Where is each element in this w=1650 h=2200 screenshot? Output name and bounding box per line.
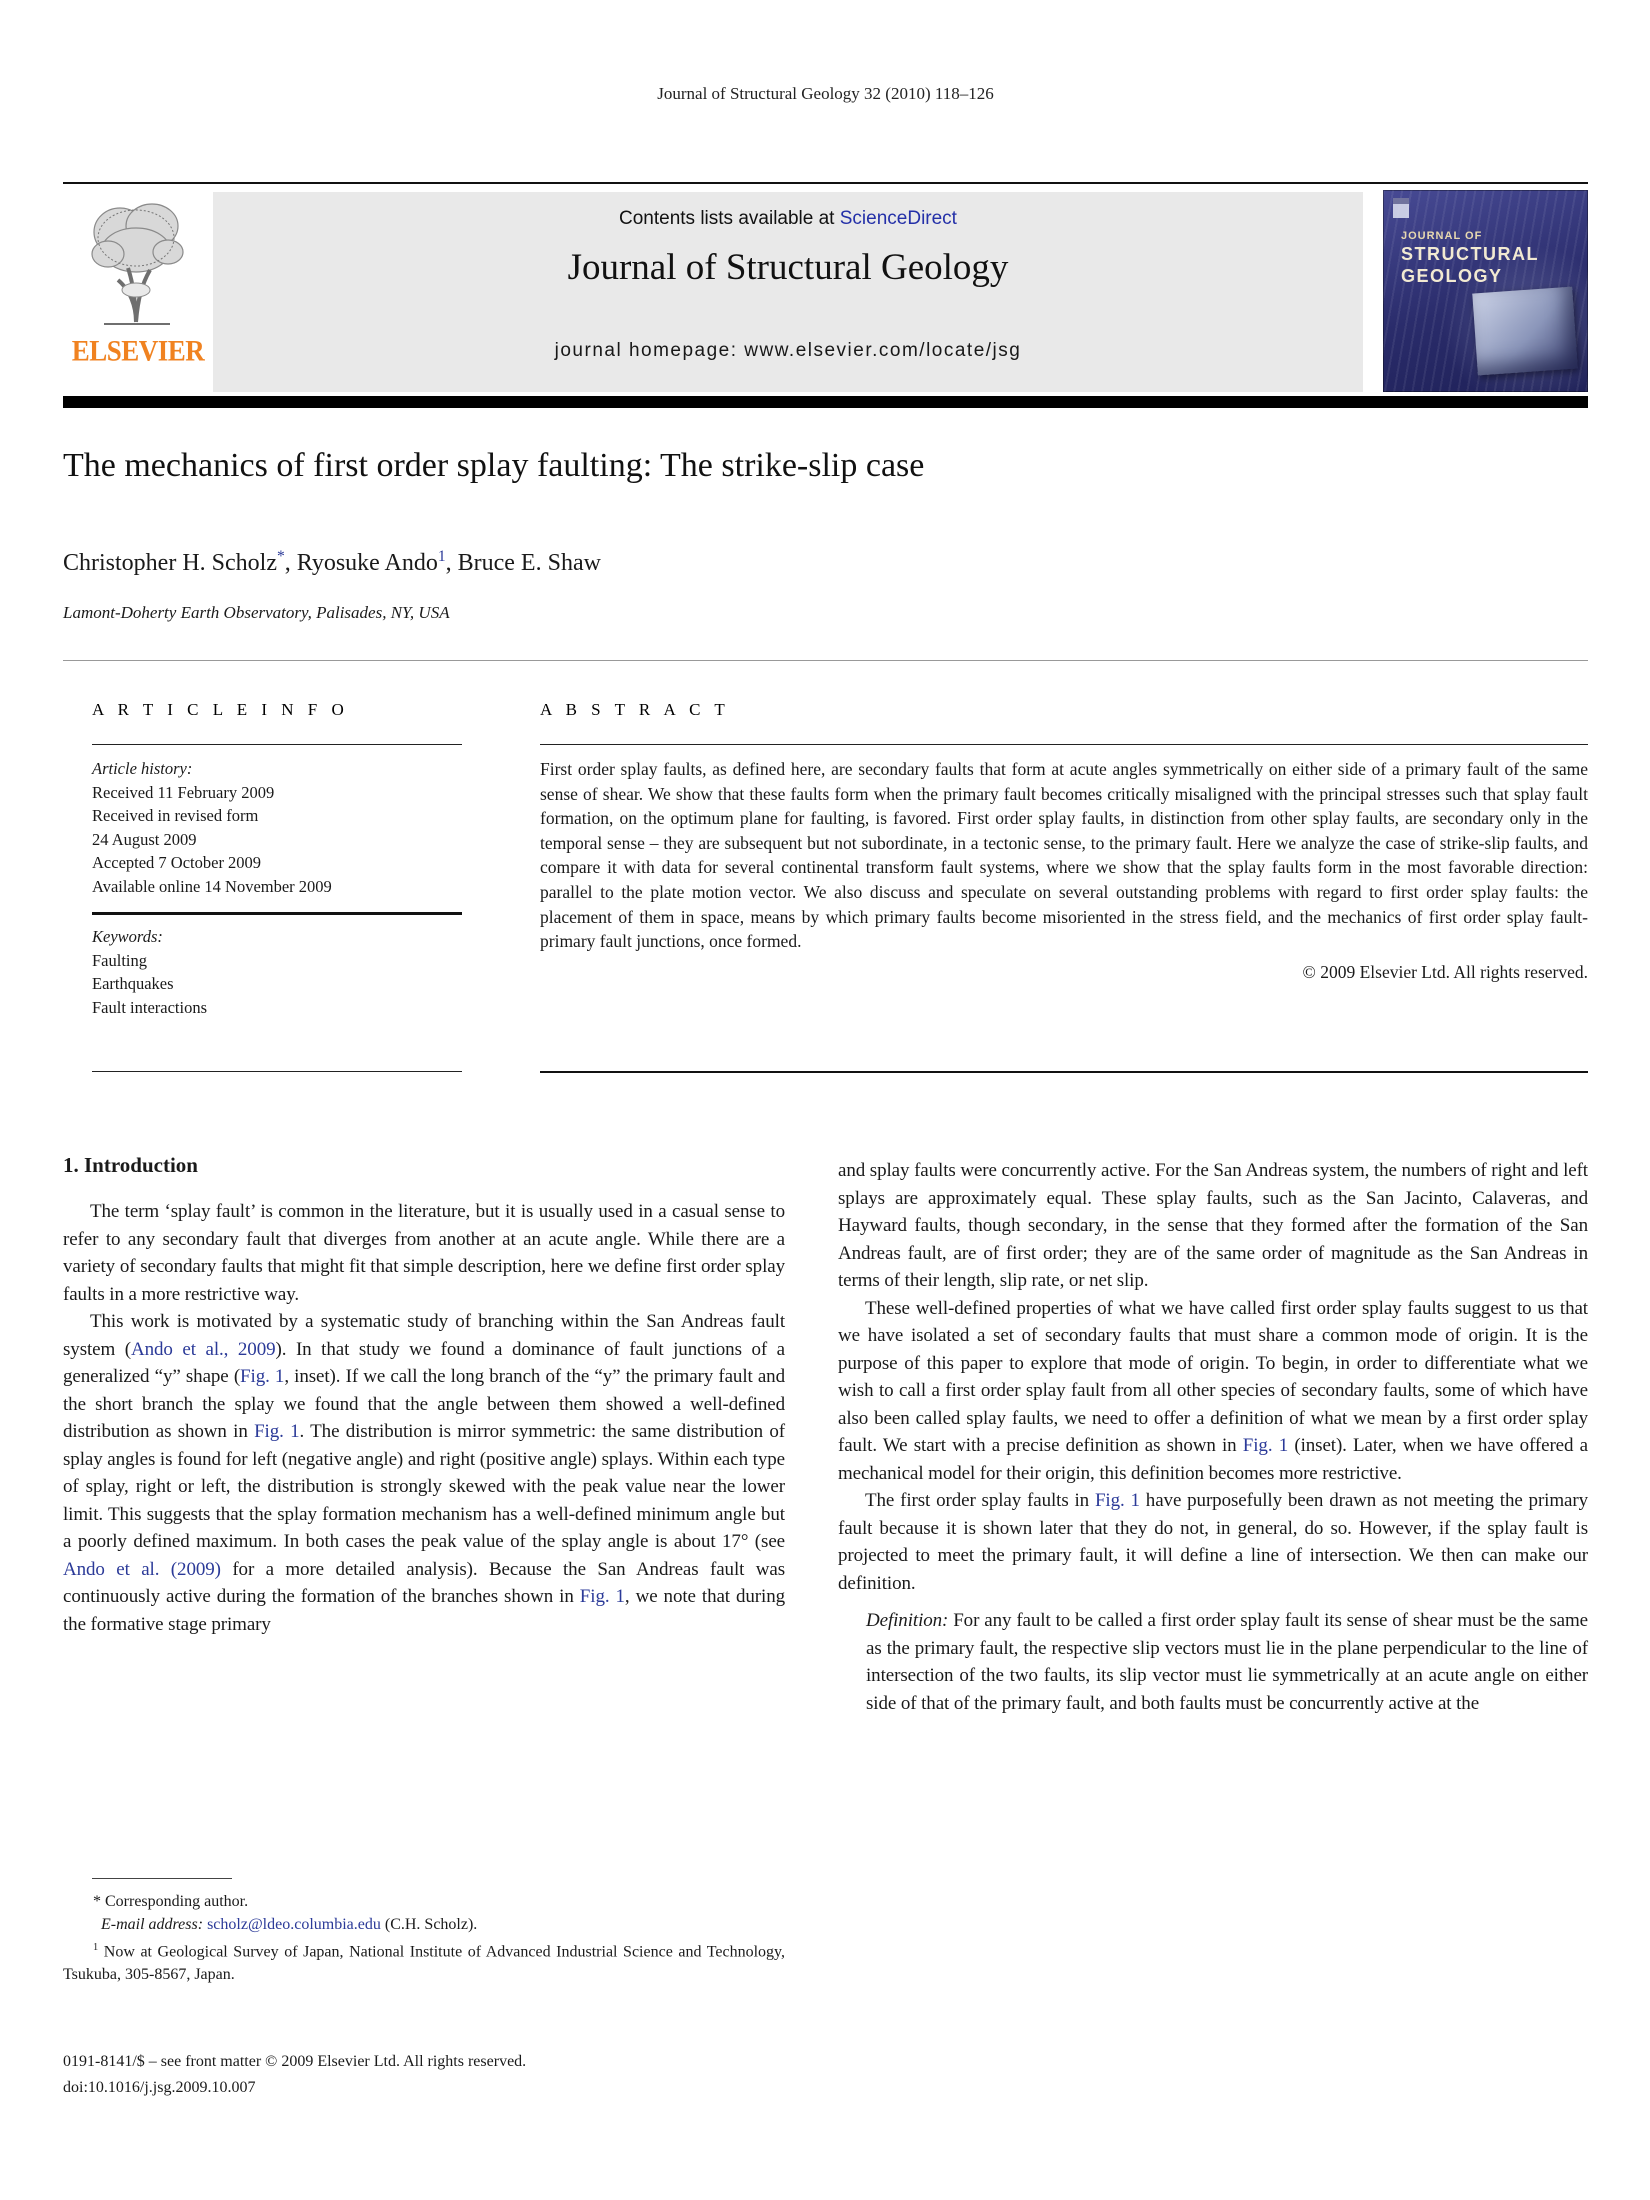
- text-segment: Bruce E. Shaw: [457, 550, 601, 576]
- body-column-right: [838, 1157, 1588, 1717]
- header-divider-bar: [63, 396, 1588, 408]
- history-entry: Available online 14 November 2009: [92, 876, 332, 896]
- paragraph: [838, 1157, 1588, 1295]
- author-line: [63, 548, 1463, 577]
- email-link[interactable]: scholz@ldeo.columbia.edu: [207, 1916, 381, 1933]
- running-head: Journal of Structural Geology 32 (2010) 118–126: [657, 84, 994, 103]
- figure-link[interactable]: Fig. 1: [1094, 1490, 1140, 1511]
- elsevier-wordmark: ELSEVIER: [71, 334, 205, 368]
- issn-copyright-line: 0191-8141/$ – see front matter © 2009 Elsevier Ltd. All rights reserved.: [63, 2053, 527, 2070]
- cover-title-line1: JOURNAL OF: [1401, 230, 1483, 242]
- cover-logo: [1393, 198, 1409, 218]
- affiliation: Lamont-Doherty Earth Observatory, Palisades, NY, USA: [63, 603, 450, 622]
- history-label: Article history:: [92, 759, 193, 778]
- journal-cover-thumbnail[interactable]: [1383, 190, 1588, 392]
- section-heading-introduction: 1. Introduction: [63, 1153, 198, 1177]
- text-segment: . The distribution is mirror symmetric: the same distribution of splay angles is found for left (negative angle) and right (positive angle) splays. Within each type of splay, right or left, the distribution is strongly skewed with the peak value near the lower limit. This suggests that the splay formation mechanism has a well-defined minimum angle but a poorly defined maximum. In both cases the peak value of the splay angle is about 17° (see: [63, 1421, 785, 1552]
- text-segment: E-mail address:: [101, 1916, 208, 1933]
- keyword: Earthquakes: [92, 974, 174, 993]
- text-segment: The first order splay faults in: [865, 1490, 1095, 1511]
- keywords-list: [92, 949, 462, 1020]
- text-segment: This work is motivated by a systematic study of branching within the San Andreas fault system (: [63, 1311, 785, 1360]
- footnote-corresponding-author: [63, 1890, 785, 1913]
- history-entry: Received 11 February 2009: [92, 782, 275, 802]
- journal-homepage-link[interactable]: journal homepage: www.elsevier.com/locate/jsg: [554, 340, 1022, 361]
- header-top-rule: [63, 182, 1588, 184]
- text-segment: * Corresponding author.: [93, 1893, 249, 1910]
- elsevier-tree-icon: [78, 194, 198, 334]
- keywords-block: [92, 925, 462, 1019]
- text-segment: , we note that during the formative stage primary: [63, 1586, 786, 1635]
- text-segment: These well-defined properties of what we have called first order splay faults suggest to us that we have isolated a set of secondary faults that must share a common mode of origin. It is the purpose of this paper to explore that mode of origin. To begin, in order to differentiate what we wish to call a first order splay fault from all other species of secondary faults, some of which have also been called splay faults, we need to offer a definition of what we mean by a first order splay fault. We start with a precise definition as shown in: [838, 1297, 1588, 1456]
- text-segment: have purposefully been drawn as not meeting the primary fault because it is shown later that they do not, in general, do so. However, if the splay fault is projected to meet the primary fault, it will define a line of intersection. We then can make our definition.: [838, 1490, 1588, 1594]
- history-entry: Accepted 7 October 2009: [92, 853, 262, 872]
- citation-link[interactable]: Ando et al., 2009: [131, 1338, 276, 1360]
- history-entry: 24 August 2009: [92, 829, 197, 849]
- author-footnote-mark[interactable]: 1: [437, 548, 446, 565]
- body-column-left: [63, 1198, 785, 1638]
- figure-link[interactable]: Fig. 1: [240, 1366, 285, 1387]
- cover-title-line3: GEOLOGY: [1401, 266, 1503, 286]
- text-segment: ). In that study we found a dominance of fault junctions of a generalized “y” shape (: [63, 1338, 786, 1387]
- text-segment: ,: [445, 550, 458, 576]
- doi-line: doi:10.1016/j.jsg.2009.10.007: [63, 2079, 256, 2096]
- text-segment: Christopher H. Scholz: [63, 550, 277, 576]
- abstract-block: [540, 757, 1588, 984]
- article-info-heading: A R T I C L E I N F O: [92, 700, 349, 719]
- figure-link[interactable]: Fig. 1: [254, 1421, 300, 1442]
- cover-rock-image: [1472, 287, 1577, 376]
- cover-title-line2: STRUCTURAL: [1401, 244, 1539, 264]
- article-title: The mechanics of first order splay faulting: The strike-slip case: [63, 447, 925, 484]
- abstract-heading: A B S T R A C T: [540, 700, 730, 719]
- history-entry: Received in revised form: [92, 806, 259, 825]
- text-segment: for a more detailed analysis). Because the San Andreas fault was continuously active during the formation of the branches shown in: [63, 1558, 785, 1607]
- sciencedirect-link[interactable]: ScienceDirect: [839, 208, 957, 229]
- paragraph: [63, 1198, 785, 1308]
- text-segment: 1: [93, 1942, 99, 1953]
- abstract-text: First order splay faults, as defined here, are secondary faults that form at acute angles symmetrically on either side of a primary fault of the same sense of shear. We show that these faults form when the primary fault becomes critically misaligned with the principal stresses such that splay fault formation, on the optimum plane for faulting, is favored. First order splay faults, in distinction from other splay faults, are secondary only in the temporal sense – they are subsequent but not subordinate, in a tectonic sense, to the primary fault. Here we analyze the case of strike-slip faults, and compare it with data for several continental transform fault systems, where we show that the splay faults form in the most favorable direction: parallel to the plate motion vector. We also discuss and speculate on several outstanding problems with regard to first order splay faults: the placement of them in space, means by which primary faults become misoriented in the stress field, and the mechanics of first order splay fault-primary fault junctions, once formed.: [540, 759, 1588, 952]
- footnote-present-address: [63, 1936, 785, 1986]
- text-segment: (C.H. Scholz).: [380, 1916, 478, 1933]
- corresponding-author-mark[interactable]: *: [276, 548, 285, 565]
- text-segment: Definition:: [866, 1610, 949, 1631]
- paragraph: [838, 1295, 1588, 1488]
- contents-line: [213, 208, 1363, 230]
- figure-link[interactable]: Fig. 1: [1242, 1435, 1289, 1456]
- text-segment: Ryosuke Ando: [296, 550, 438, 576]
- text-segment: Now at Geological Survey of Japan, National Institute of Advanced Industrial Science and Technology, Tsukuba, 305-8567, Japan.: [63, 1943, 785, 1984]
- abstract-copyright: © 2009 Elsevier Ltd. All rights reserved.: [1302, 961, 1588, 982]
- footnote-rule: [92, 1878, 232, 1879]
- journal-banner: [213, 192, 1363, 392]
- abstract-bottom-rule: [540, 1071, 1588, 1073]
- text-segment: and splay faults were concurrently active. For the San Andreas system, the numbers of right and left splays are approximately equal. These splay faults, such as the San Jacinto, Calaveras, and Hayward faults, though secondary, in the sense that they formed after the formation of the San Andreas fault, are of first order; they are of the same order of magnitude as the San Andreas in terms of their length, slip rate, or net slip.: [838, 1160, 1588, 1291]
- contents-prefix: Contents lists available at: [619, 208, 840, 229]
- footnotes: [63, 1890, 785, 1986]
- text-segment: (inset). Later, when we have offered a mechanical model for their origin, this definition becomes more restrictive.: [838, 1435, 1588, 1484]
- text-segment: For any fault to be called a first order splay fault its sense of shear must be the same as the primary fault, the respective slip vectors must lie in the plane perpendicular to the line of intersection of the two faults, its slip vector must lie symmetrically at an acute angle on either side of that of the primary fault, and both faults must be concurrently active at the: [866, 1610, 1588, 1714]
- paragraph: [866, 1607, 1588, 1717]
- paragraph: [63, 1308, 785, 1638]
- keywords-label: Keywords:: [92, 927, 163, 946]
- article-history: [92, 757, 462, 898]
- abstract-rule: [540, 744, 1588, 745]
- figure-link[interactable]: Fig. 1: [579, 1586, 625, 1607]
- article-info-rule: [92, 744, 462, 745]
- text-segment: The term ‘splay fault’ is common in the literature, but it is usually used in a casual sense to refer to any secondary fault that diverges from another at an acute angle. While there are a variety of secondary faults that might fit that simple description, here we define first order splay faults in a more restrictive way.: [63, 1201, 785, 1305]
- footnote-email: [63, 1913, 785, 1936]
- separator-rule: [63, 660, 1588, 661]
- text-segment: , inset). If we call the long branch of the “y” the primary fault and the short branch the splay we found that the angle between them showed a well-defined distribution as shown in: [63, 1366, 785, 1442]
- article-info-bottom-rule: [92, 1071, 462, 1072]
- paragraph: [838, 1487, 1588, 1597]
- keyword: Fault interactions: [92, 997, 208, 1017]
- history-list: [92, 781, 462, 899]
- journal-title: Journal of Structural Geology: [567, 247, 1009, 288]
- citation-link[interactable]: Ando et al. (2009): [63, 1558, 221, 1580]
- elsevier-logo[interactable]: [63, 192, 213, 392]
- keywords-divider-rule: [92, 912, 462, 915]
- keyword: Faulting: [92, 950, 148, 970]
- text-segment: ,: [284, 550, 297, 576]
